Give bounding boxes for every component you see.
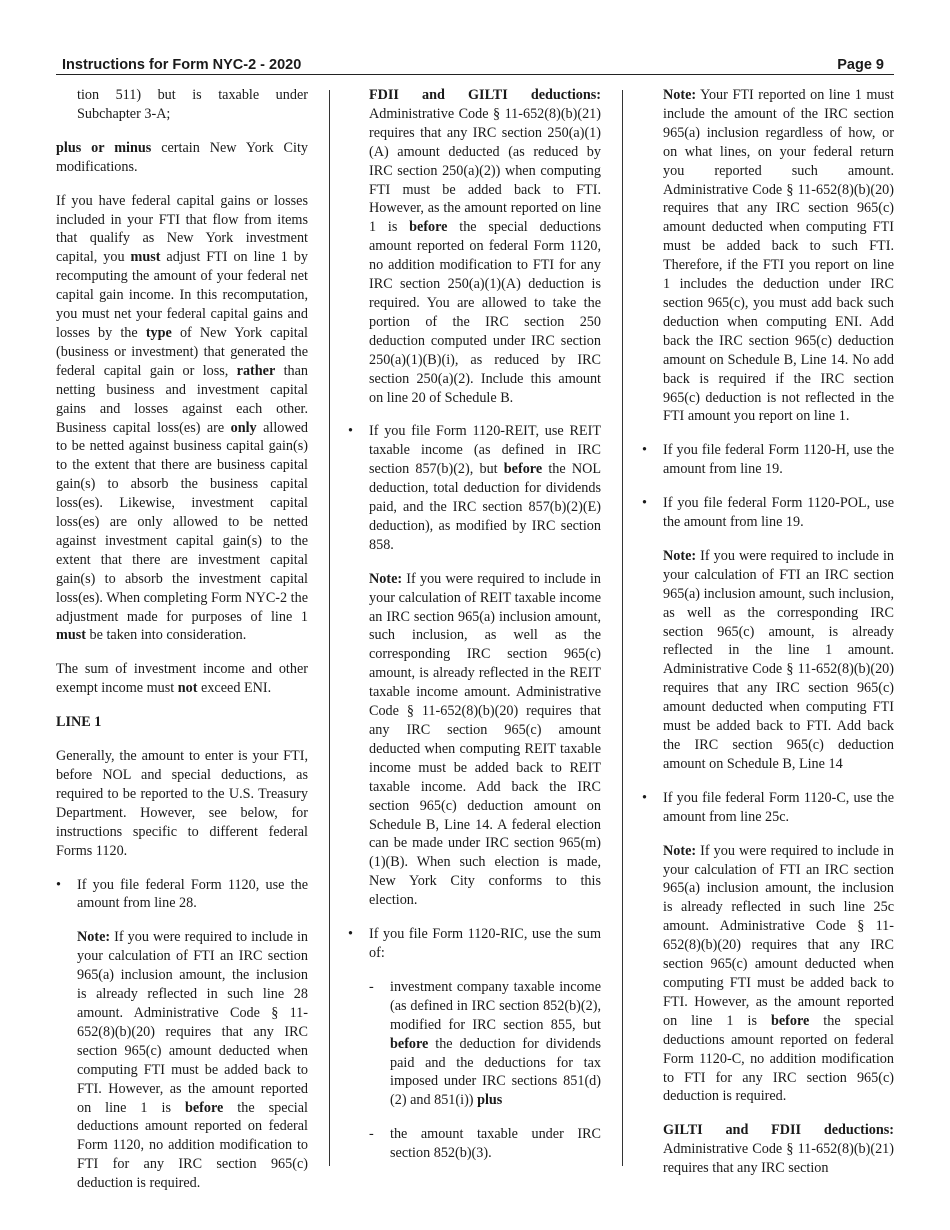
paragraph: Generally, the amount to enter is your FTI, before NOL and special deductions, as required to be reported to the U.S. Treasury Department. However, see below, for instructions specific to different federal Forms 1120. bbox=[56, 748, 308, 859]
paragraph: plus or minus certain New York City modifications. bbox=[56, 139, 308, 175]
page-header bbox=[62, 57, 894, 75]
bullet-icon: • bbox=[642, 495, 647, 512]
note: Note: If you were required to include in your calculation of REIT taxable income an IRC section 965(a) inclusion amount, such inclusion, as well as the corresponding IRC section 965(c) amount, is already reflected in the REIT taxable income amount. Administrative Code § 11-652(8)(b)(20) requires that any IRC section 965(c) amount deducted when computing REIT taxable income must be added back to REIT taxable income. Add back the IRC section 965(c) deduction amount on Schedule B, Line 14. A federal election can be made under IRC section 965(m)(1)(B). When such election is made, New York City conforms to this election. bbox=[369, 570, 601, 909]
note: Note: If you were required to include in your calculation of FTI an IRC section 965(a) inclusion amount, the inclusion is already reflected in such line 25c amount. Administrative Code § 11-652(8)(b)(20) requires that any IRC section 965(c) amount deducted when computing FTI must be added back to FTI. However, as the amount reported on line 1 is before the special deductions amount reported on federal Form 1120-C, no addition modification to FTI for any IRC section 965(c) deduction is required. bbox=[663, 842, 894, 1105]
note: Note: If you were required to include in your calculation of FTI an IRC section 965(a) inclusion amount, the inclusion is already reflected in such line 28 amount. Administrative Code § 11-652(8)(b)(20) requires that any IRC section 965(c) amount deducted when computing FTI must be added back to FTI. However, as the amount reported on line 1 is before the special deductions amount reported on federal Form 1120, no addition modification to FTI for any IRC section 965(c) deduction is required. bbox=[77, 929, 308, 1192]
bullet-icon: • bbox=[348, 926, 353, 943]
bullet-icon: • bbox=[348, 423, 353, 440]
fdii-gilti-paragraph: FDII and GILTI deductions: Administrative Code § 11-652(8)(b)(21) requires that any IRC section 250(a)(1)(A) amount deducted (as reduced by IRC section 250(a)(2)) when computing FTI must be added back to FTI. However, as the amount reported on line 1 is before the special deductions amount reported on federal Form 1120, no addition modification to FTI for any IRC section 250(a)(1)(A) deduction is required. You are allowed to take the portion of the IRC section 250 deduction computed under IRC section 250(a)(1)(B)(i), as reduced by IRC section 250(a)(2). Include this amount on line 20 of Schedule B. bbox=[369, 87, 601, 406]
paragraph: The sum of investment income and other exempt income must not exceed ENI. bbox=[56, 661, 308, 697]
gilti-fdii-paragraph: GILTI and FDII deductions: Administrative Code § 11-652(8)(b)(21) requires that any IRC section bbox=[663, 1122, 894, 1177]
bullet-icon: • bbox=[56, 876, 61, 893]
list-item: • If you file federal Form 1120, use the amount from line 28. bbox=[56, 876, 308, 912]
sub-list-item: - investment company taxable income (as defined in IRC section 852(b)(2), modified for IRC section 855, but before the deduction for dividends paid and the deductions for tax imposed under IRC sections 851(d)(2) and 851(i)) plus bbox=[369, 978, 601, 1109]
header-rule bbox=[56, 74, 894, 75]
capital-gains-paragraph: If you have federal capital gains or losses included in your FTI that flow from items that qualify as New York investment capital, you must adjust FTI on line 1 by recomputing the amount of your federal net capital gain income. In this recomputation, you must net your federal capital gains and losses by the type of New York capital (business or investment) that generated the federal capital gain or loss, rather than netting business and investment capital gains and losses against each other. Business capital loss(es) are only allowed to be netted against business capital gain(s) to the extent that there are business capital gain(s) to absorb the business capital loss(es). Likewise, investment capital loss(es) are only allowed to be netted against investment capital gain(s) to the extent that there are investment capital gain(s) to absorb the investment capital loss(es). When completing Form NYC-2 the adjustment made for purposes of line 1 must be taken into consideration. bbox=[56, 192, 308, 644]
column-1 bbox=[56, 86, 308, 1208]
column-2 bbox=[348, 86, 601, 1178]
list-item: • If you file federal Form 1120-POL, use the amount from line 19. bbox=[642, 495, 894, 531]
list-item: • If you file federal Form 1120-C, use the amount from line 25c. bbox=[642, 789, 894, 825]
sub-list-item: - the amount taxable under IRC section 852(b)(3). bbox=[369, 1126, 601, 1162]
dash-icon: - bbox=[369, 1126, 374, 1143]
note: Note: Your FTI reported on line 1 must include the amount of the IRC section 965(a) inclusion regardless of how, or on what lines, on your federal return you reported such amount. Administrative Code § 11-652(8)(b)(20) requires that any IRC section 965(c) amount deducted when computing FTI must be added back to such FTI. Therefore, if the FTI you report on line 1 includes the deduction under IRC section 965(c), you must add back such deduction when computing ENI. Add back the IRC section 965(c) deduction amount on Schedule B, Line 14. No add back is required if the IRC section 965(c) deduction is not reflected in the FTI amount you report on line 1. bbox=[663, 87, 894, 425]
list-item: • If you file federal Form 1120-H, use the amount from line 19. bbox=[642, 442, 894, 478]
note: Note: If you were required to include in your calculation of FTI an IRC section 965(a) inclusion amount, such inclusion, as well as the corresponding IRC section 965(c) amount, is already reflected in the line 1 amount. Administrative Code § 11-652(8)(b)(20) requires that any IRC section 965(c) amount deducted when computing FTI must be added back to FTI. Add back the IRC section 965(c) deduction amount on Schedule B, Line 14 bbox=[663, 547, 894, 772]
bullet-icon: • bbox=[642, 789, 647, 806]
dash-icon: - bbox=[369, 978, 374, 995]
column-3 bbox=[642, 86, 894, 1193]
page-number: Page 9 bbox=[837, 57, 884, 73]
column-divider-2 bbox=[622, 90, 623, 1166]
bullet-icon: • bbox=[642, 442, 647, 459]
document-title: Instructions for Form NYC-2 - 2020 bbox=[62, 57, 302, 73]
section-heading: LINE 1 bbox=[56, 714, 102, 731]
list-item: • If you file Form 1120-RIC, use the sum of: bbox=[348, 926, 601, 961]
list-item: • If you file Form 1120-REIT, use REIT taxable income (as defined in IRC section 857(b)(2), but before the NOL deduction, total deduction for dividends paid, and the IRC section 857(b)(2)(E) deduction), as modified by IRC section 858. bbox=[348, 423, 601, 553]
column-divider-1 bbox=[329, 90, 330, 1166]
paragraph: tion 511) but is taxable under Subchapter 3-A; bbox=[77, 87, 308, 122]
